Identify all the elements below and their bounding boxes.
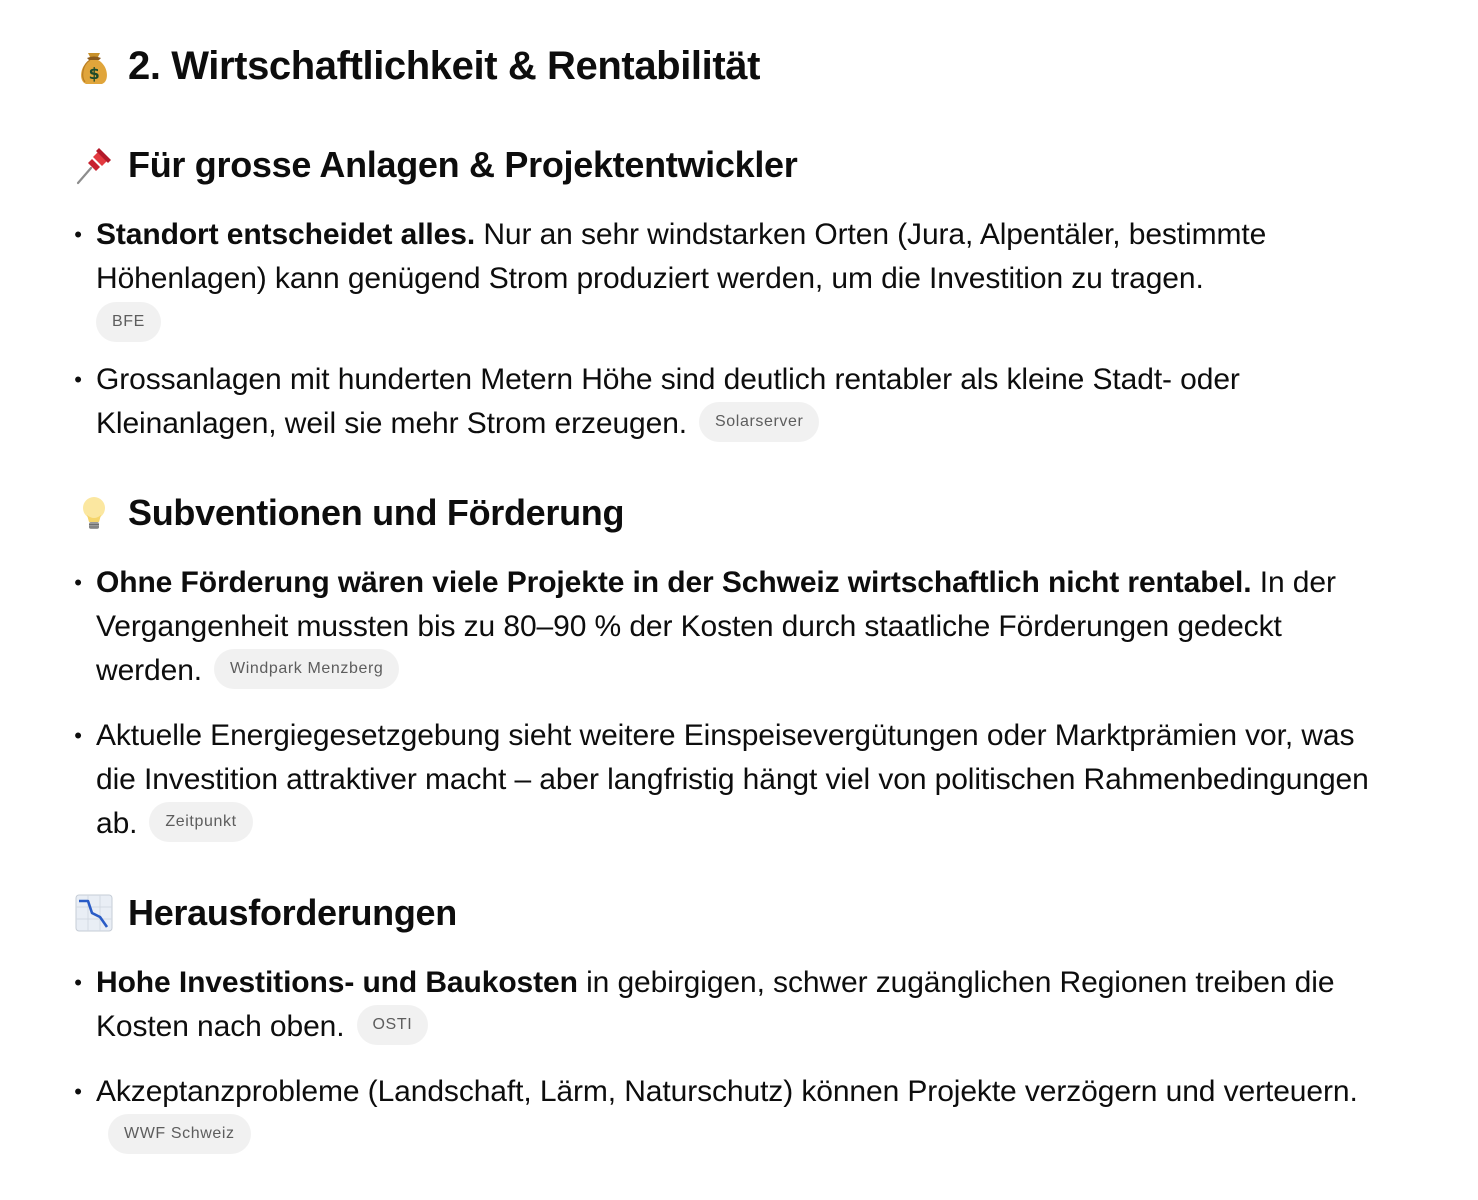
page-title [74, 44, 760, 89]
source-chip[interactable]: OSTI [357, 1005, 429, 1045]
bullet-text: Nur an sehr windstarken Orten (Jura, Alpentäler, bestimmte Höhenlagen) kann genügend Strom produziert werden, um die Investition zu tragen. [96, 218, 1267, 295]
section-heading-large-plants [74, 144, 797, 186]
bullet-dot: • [74, 222, 82, 247]
bullet-dot: • [74, 970, 82, 995]
source-chip[interactable]: BFE [96, 302, 161, 342]
bullet-bold-text: Ohne Förderung wären viele Projekte in der Schweiz wirtschaftlich nicht rentabel. [96, 566, 1252, 599]
source-chip[interactable]: Zeitpunkt [149, 802, 252, 842]
bullet-dot: • [74, 1079, 82, 1104]
list-item [70, 714, 1388, 846]
bullet-dot: • [74, 723, 82, 748]
section-heading-subsidies [74, 492, 624, 534]
section-heading-text: Subventionen und Förderung [128, 492, 625, 533]
list-item [70, 1070, 1388, 1158]
chart-decreasing-icon [74, 893, 114, 933]
pushpin-icon [74, 145, 114, 185]
light-bulb-icon [74, 493, 114, 533]
list-item [70, 213, 1388, 345]
source-chip[interactable]: Solarserver [699, 402, 819, 442]
page-title-text: 2. Wirtschaftlichkeit & Rentabilität [128, 44, 761, 88]
money-bag-icon [74, 47, 114, 87]
section-heading-challenges [74, 892, 457, 934]
list-item [70, 358, 1388, 446]
bullet-bold-text: Hohe Investitions- und Baukosten [96, 966, 578, 999]
source-chip[interactable]: WWF Schweiz [108, 1114, 251, 1154]
section-heading-text: Herausforderungen [128, 892, 457, 933]
bullet-text: Grossanlagen mit hunderten Metern Höhe sind deutlich rentabler als kleine Stadt- oder Kleinanlagen, weil sie mehr Strom erzeugen. [96, 363, 1240, 440]
bullet-bold-text: Standort entscheidet alles. [96, 218, 476, 251]
svg-text:$: $ [88, 63, 100, 83]
list-item [70, 961, 1388, 1049]
bullet-text: Aktuelle Energiegesetzgebung sieht weitere Einspeisevergütungen oder Marktprämien vor, was die Investition attraktiver macht – aber langfristig hängt viel von politischen Rahmenbedingungen ab. [96, 719, 1369, 840]
bullet-dot: • [74, 570, 82, 595]
section-heading-text: Für grosse Anlagen & Projektentwickler [128, 144, 798, 185]
bullet-text: In der Vergangenheit mussten bis zu 80–90 % der Kosten durch staatliche Förderungen gedeckt werden. [96, 566, 1336, 687]
bullet-text: in gebirgigen, schwer zugänglichen Regionen treiben die Kosten nach oben. [96, 966, 1335, 1043]
list-item [70, 561, 1388, 693]
bullet-text: Akzeptanzprobleme (Landschaft, Lärm, Naturschutz) können Projekte verzögern und verteuern. [96, 1075, 1358, 1108]
source-chip[interactable]: Windpark Menzberg [214, 649, 399, 689]
bullet-dot: • [74, 367, 82, 392]
